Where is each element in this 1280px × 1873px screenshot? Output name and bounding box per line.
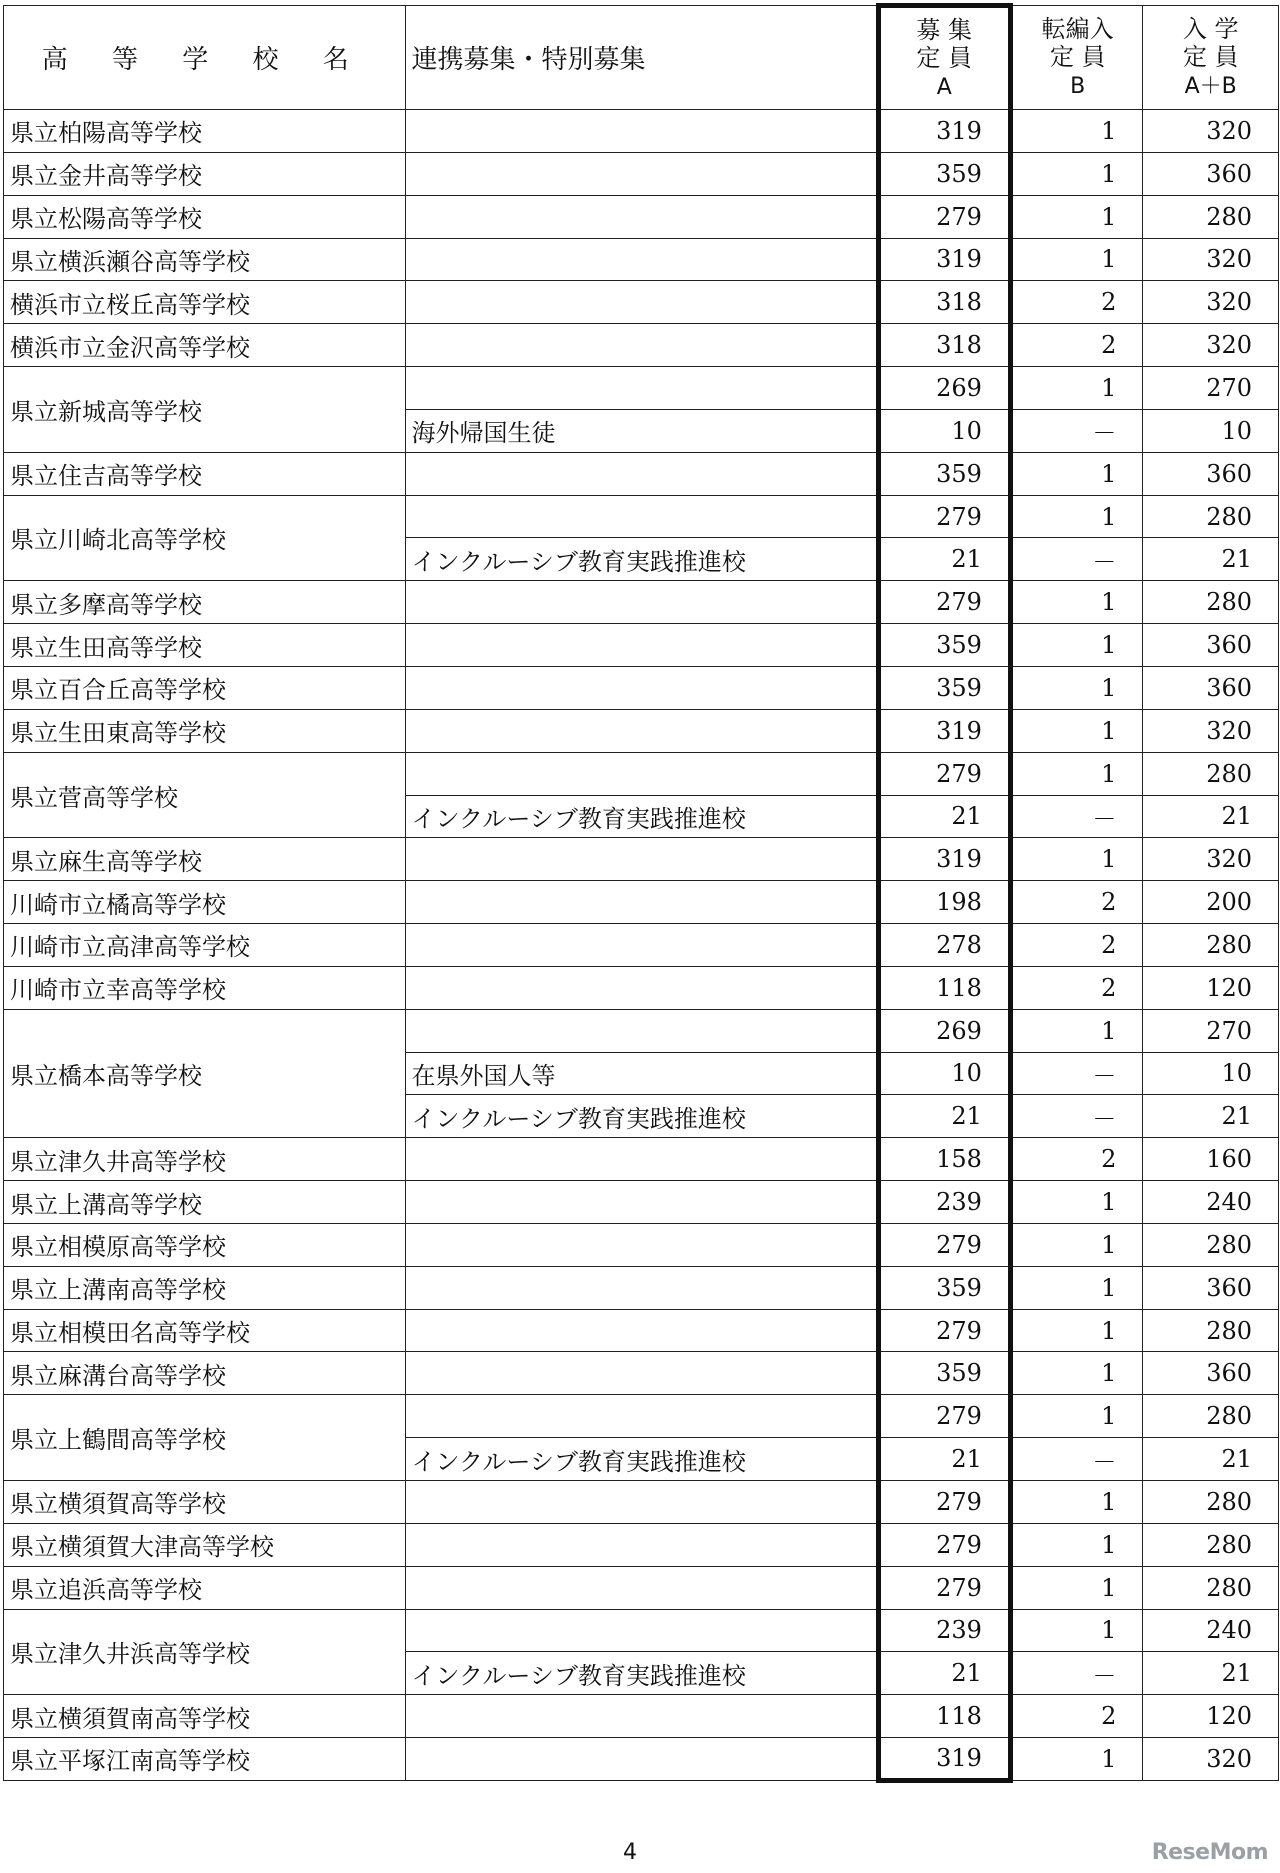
header-admission-capacity bbox=[1143, 6, 1279, 110]
school-name-cell: 県立横須賀高等学校 bbox=[4, 1481, 406, 1524]
transfer-capacity-cell: － bbox=[1010, 795, 1142, 838]
table-row bbox=[4, 752, 1279, 795]
table-header-row bbox=[4, 6, 1279, 110]
admission-capacity-cell: 21 bbox=[1143, 795, 1279, 838]
school-name-cell: 県立津久井高等学校 bbox=[4, 1138, 406, 1181]
recruitment-capacity-cell: 279 bbox=[878, 195, 1010, 238]
table-row bbox=[4, 1352, 1279, 1395]
header-ab-code: A＋B bbox=[1184, 73, 1237, 99]
admission-capacity-cell: 320 bbox=[1143, 709, 1279, 752]
school-name-cell: 横浜市立金沢高等学校 bbox=[4, 324, 406, 367]
transfer-capacity-cell: 1 bbox=[1010, 1481, 1142, 1524]
admission-capacity-cell: 360 bbox=[1143, 1266, 1279, 1309]
table-row bbox=[4, 1181, 1279, 1224]
header-recruitment-capacity bbox=[878, 6, 1010, 110]
recruitment-capacity-cell: 21 bbox=[878, 1095, 1010, 1138]
admission-capacity-cell: 270 bbox=[1143, 1009, 1279, 1052]
transfer-capacity-cell: 1 bbox=[1010, 1523, 1142, 1566]
transfer-capacity-cell: － bbox=[1010, 1052, 1142, 1095]
enrollment-capacity-table bbox=[3, 3, 1279, 1783]
transfer-capacity-cell: 1 bbox=[1010, 1181, 1142, 1224]
transfer-capacity-cell: 1 bbox=[1010, 1738, 1142, 1781]
school-name-cell: 川崎市立高津高等学校 bbox=[4, 924, 406, 967]
recruitment-capacity-cell: 21 bbox=[878, 1652, 1010, 1695]
school-name-cell: 県立上溝南高等学校 bbox=[4, 1266, 406, 1309]
school-name-cell: 横浜市立桜丘高等学校 bbox=[4, 281, 406, 324]
table-row bbox=[4, 838, 1279, 881]
transfer-capacity-cell: 1 bbox=[1010, 1223, 1142, 1266]
admission-capacity-cell: 280 bbox=[1143, 1566, 1279, 1609]
table-row bbox=[4, 238, 1279, 281]
recruitment-capacity-cell: 269 bbox=[878, 367, 1010, 410]
recruitment-capacity-cell: 198 bbox=[878, 881, 1010, 924]
transfer-capacity-cell: － bbox=[1010, 538, 1142, 581]
school-name-cell: 県立相模田名高等学校 bbox=[4, 1309, 406, 1352]
school-name-cell: 県立川崎北高等学校 bbox=[4, 495, 406, 581]
recruitment-capacity-cell: 318 bbox=[878, 324, 1010, 367]
header-school-name: 高 等 学 校 名 bbox=[4, 6, 406, 110]
recruitment-capacity-cell: 279 bbox=[878, 1223, 1010, 1266]
special-recruitment-cell bbox=[405, 624, 878, 667]
transfer-capacity-cell: 2 bbox=[1010, 324, 1142, 367]
special-recruitment-cell: 在県外国人等 bbox=[405, 1052, 878, 1095]
transfer-capacity-cell: 1 bbox=[1010, 624, 1142, 667]
special-recruitment-cell bbox=[405, 1609, 878, 1652]
special-recruitment-cell bbox=[405, 495, 878, 538]
admission-capacity-cell: 21 bbox=[1143, 1095, 1279, 1138]
special-recruitment-cell: インクルーシブ教育実践推進校 bbox=[405, 795, 878, 838]
special-recruitment-cell bbox=[405, 581, 878, 624]
special-recruitment-cell bbox=[405, 1266, 878, 1309]
transfer-capacity-cell: 2 bbox=[1010, 281, 1142, 324]
special-recruitment-cell bbox=[405, 1395, 878, 1438]
transfer-capacity-cell: － bbox=[1010, 1095, 1142, 1138]
table-row bbox=[4, 1309, 1279, 1352]
table-row bbox=[4, 195, 1279, 238]
transfer-capacity-cell: 1 bbox=[1010, 838, 1142, 881]
admission-capacity-cell: 320 bbox=[1143, 1738, 1279, 1781]
table-body bbox=[4, 110, 1279, 1781]
admission-capacity-cell: 240 bbox=[1143, 1181, 1279, 1224]
transfer-capacity-cell: 1 bbox=[1010, 752, 1142, 795]
header-a-code: A bbox=[936, 74, 952, 100]
recruitment-capacity-cell: 359 bbox=[878, 1352, 1010, 1395]
resemom-watermark: ReseMom bbox=[1151, 1840, 1268, 1865]
transfer-capacity-cell: 2 bbox=[1010, 966, 1142, 1009]
special-recruitment-cell: インクルーシブ教育実践推進校 bbox=[405, 1652, 878, 1695]
transfer-capacity-cell: 1 bbox=[1010, 1352, 1142, 1395]
table-row bbox=[4, 666, 1279, 709]
admission-capacity-cell: 240 bbox=[1143, 1609, 1279, 1652]
table-row bbox=[4, 1138, 1279, 1181]
header-transfer-capacity bbox=[1010, 6, 1142, 110]
header-b-line2: 定 員 bbox=[1049, 42, 1106, 71]
header-b-code: B bbox=[1070, 73, 1086, 99]
recruitment-capacity-cell: 319 bbox=[878, 838, 1010, 881]
recruitment-capacity-cell: 279 bbox=[878, 495, 1010, 538]
recruitment-capacity-cell: 319 bbox=[878, 110, 1010, 153]
special-recruitment-cell: インクルーシブ教育実践推進校 bbox=[405, 1095, 878, 1138]
table-row bbox=[4, 495, 1279, 538]
table-row bbox=[4, 624, 1279, 667]
admission-capacity-cell: 120 bbox=[1143, 1695, 1279, 1738]
school-name-cell: 川崎市立幸高等学校 bbox=[4, 966, 406, 1009]
admission-capacity-cell: 280 bbox=[1143, 495, 1279, 538]
transfer-capacity-cell: 1 bbox=[1010, 238, 1142, 281]
special-recruitment-cell bbox=[405, 709, 878, 752]
admission-capacity-cell: 360 bbox=[1143, 1352, 1279, 1395]
special-recruitment-cell bbox=[405, 1223, 878, 1266]
recruitment-capacity-cell: 158 bbox=[878, 1138, 1010, 1181]
special-recruitment-cell: インクルーシブ教育実践推進校 bbox=[405, 538, 878, 581]
recruitment-capacity-cell: 359 bbox=[878, 1266, 1010, 1309]
recruitment-capacity-cell: 10 bbox=[878, 409, 1010, 452]
transfer-capacity-cell: 1 bbox=[1010, 666, 1142, 709]
page-number: 4 bbox=[623, 1840, 637, 1865]
recruitment-capacity-cell: 21 bbox=[878, 1438, 1010, 1481]
table-row bbox=[4, 1009, 1279, 1052]
admission-capacity-cell: 280 bbox=[1143, 1309, 1279, 1352]
special-recruitment-cell bbox=[405, 1009, 878, 1052]
admission-capacity-cell: 360 bbox=[1143, 624, 1279, 667]
school-name-cell: 県立橋本高等学校 bbox=[4, 1009, 406, 1138]
special-recruitment-cell bbox=[405, 881, 878, 924]
admission-capacity-cell: 280 bbox=[1143, 581, 1279, 624]
admission-capacity-cell: 280 bbox=[1143, 1481, 1279, 1524]
table-row bbox=[4, 1223, 1279, 1266]
special-recruitment-cell bbox=[405, 1309, 878, 1352]
header-special-recruitment: 連携募集・特別募集 bbox=[405, 6, 878, 110]
transfer-capacity-cell: 1 bbox=[1010, 495, 1142, 538]
recruitment-capacity-cell: 279 bbox=[878, 752, 1010, 795]
transfer-capacity-cell: 1 bbox=[1010, 1566, 1142, 1609]
transfer-capacity-cell: 1 bbox=[1010, 367, 1142, 410]
header-ab-line1: 入 学 bbox=[1182, 14, 1239, 43]
school-name-cell: 県立麻溝台高等学校 bbox=[4, 1352, 406, 1395]
special-recruitment-cell bbox=[405, 1138, 878, 1181]
recruitment-capacity-cell: 359 bbox=[878, 666, 1010, 709]
table-row bbox=[4, 709, 1279, 752]
recruitment-capacity-cell: 279 bbox=[878, 1481, 1010, 1524]
recruitment-capacity-cell: 359 bbox=[878, 624, 1010, 667]
school-name-cell: 県立柏陽高等学校 bbox=[4, 110, 406, 153]
table-row bbox=[4, 1695, 1279, 1738]
recruitment-capacity-cell: 279 bbox=[878, 581, 1010, 624]
special-recruitment-cell bbox=[405, 1566, 878, 1609]
recruitment-capacity-cell: 359 bbox=[878, 152, 1010, 195]
recruitment-capacity-cell: 118 bbox=[878, 966, 1010, 1009]
recruitment-capacity-cell: 239 bbox=[878, 1181, 1010, 1224]
school-name-cell: 県立相模原高等学校 bbox=[4, 1223, 406, 1266]
school-name-cell: 県立生田東高等学校 bbox=[4, 709, 406, 752]
school-name-cell: 県立横須賀南高等学校 bbox=[4, 1695, 406, 1738]
admission-capacity-cell: 200 bbox=[1143, 881, 1279, 924]
special-recruitment-cell bbox=[405, 152, 878, 195]
admission-capacity-cell: 280 bbox=[1143, 924, 1279, 967]
recruitment-capacity-cell: 359 bbox=[878, 452, 1010, 495]
recruitment-capacity-cell: 319 bbox=[878, 1738, 1010, 1781]
table-row bbox=[4, 324, 1279, 367]
table-row bbox=[4, 1395, 1279, 1438]
school-name-cell: 県立麻生高等学校 bbox=[4, 838, 406, 881]
school-name-cell: 県立新城高等学校 bbox=[4, 367, 406, 453]
special-recruitment-cell bbox=[405, 838, 878, 881]
recruitment-capacity-cell: 279 bbox=[878, 1523, 1010, 1566]
school-name-cell: 県立住吉高等学校 bbox=[4, 452, 406, 495]
admission-capacity-cell: 320 bbox=[1143, 281, 1279, 324]
special-recruitment-cell bbox=[405, 1523, 878, 1566]
recruitment-capacity-cell: 10 bbox=[878, 1052, 1010, 1095]
admission-capacity-cell: 160 bbox=[1143, 1138, 1279, 1181]
transfer-capacity-cell: 1 bbox=[1010, 1609, 1142, 1652]
recruitment-capacity-cell: 118 bbox=[878, 1695, 1010, 1738]
transfer-capacity-cell: 1 bbox=[1010, 1395, 1142, 1438]
admission-capacity-cell: 360 bbox=[1143, 666, 1279, 709]
school-name-cell: 県立横須賀大津高等学校 bbox=[4, 1523, 406, 1566]
table-row bbox=[4, 110, 1279, 153]
admission-capacity-cell: 320 bbox=[1143, 324, 1279, 367]
transfer-capacity-cell: 2 bbox=[1010, 881, 1142, 924]
special-recruitment-cell bbox=[405, 1738, 878, 1781]
school-name-cell: 県立金井高等学校 bbox=[4, 152, 406, 195]
recruitment-capacity-cell: 21 bbox=[878, 538, 1010, 581]
transfer-capacity-cell: 1 bbox=[1010, 709, 1142, 752]
header-b-line1: 転編入 bbox=[1041, 14, 1114, 43]
recruitment-capacity-cell: 269 bbox=[878, 1009, 1010, 1052]
admission-capacity-cell: 280 bbox=[1143, 195, 1279, 238]
table-row bbox=[4, 924, 1279, 967]
admission-capacity-cell: 320 bbox=[1143, 238, 1279, 281]
special-recruitment-cell bbox=[405, 238, 878, 281]
school-name-cell: 県立追浜高等学校 bbox=[4, 1566, 406, 1609]
school-name-cell: 県立菅高等学校 bbox=[4, 752, 406, 838]
admission-capacity-cell: 270 bbox=[1143, 367, 1279, 410]
table-row bbox=[4, 966, 1279, 1009]
school-name-cell: 県立横浜瀬谷高等学校 bbox=[4, 238, 406, 281]
school-name-cell: 県立上溝高等学校 bbox=[4, 1181, 406, 1224]
school-name-cell: 県立松陽高等学校 bbox=[4, 195, 406, 238]
header-a-line1: 募 集 bbox=[916, 15, 973, 44]
recruitment-capacity-cell: 279 bbox=[878, 1309, 1010, 1352]
special-recruitment-cell bbox=[405, 324, 878, 367]
special-recruitment-cell bbox=[405, 966, 878, 1009]
special-recruitment-cell bbox=[405, 1481, 878, 1524]
table-row bbox=[4, 1738, 1279, 1781]
transfer-capacity-cell: 1 bbox=[1010, 452, 1142, 495]
special-recruitment-cell bbox=[405, 1695, 878, 1738]
recruitment-capacity-cell: 318 bbox=[878, 281, 1010, 324]
school-name-cell: 川崎市立橘高等学校 bbox=[4, 881, 406, 924]
special-recruitment-cell bbox=[405, 666, 878, 709]
admission-capacity-cell: 320 bbox=[1143, 110, 1279, 153]
admission-capacity-cell: 280 bbox=[1143, 1395, 1279, 1438]
table-row bbox=[4, 452, 1279, 495]
special-recruitment-cell bbox=[405, 367, 878, 410]
table-row bbox=[4, 281, 1279, 324]
recruitment-capacity-cell: 278 bbox=[878, 924, 1010, 967]
school-name-cell: 県立平塚江南高等学校 bbox=[4, 1738, 406, 1781]
admission-capacity-cell: 280 bbox=[1143, 1523, 1279, 1566]
special-recruitment-cell bbox=[405, 752, 878, 795]
transfer-capacity-cell: 1 bbox=[1010, 195, 1142, 238]
transfer-capacity-cell: 2 bbox=[1010, 1138, 1142, 1181]
table-row bbox=[4, 881, 1279, 924]
recruitment-capacity-cell: 279 bbox=[878, 1395, 1010, 1438]
table-row bbox=[4, 367, 1279, 410]
special-recruitment-cell bbox=[405, 1181, 878, 1224]
table-row bbox=[4, 1523, 1279, 1566]
transfer-capacity-cell: 2 bbox=[1010, 924, 1142, 967]
table-row bbox=[4, 1566, 1279, 1609]
recruitment-capacity-cell: 279 bbox=[878, 1566, 1010, 1609]
admission-capacity-cell: 360 bbox=[1143, 152, 1279, 195]
transfer-capacity-cell: 1 bbox=[1010, 110, 1142, 153]
special-recruitment-cell bbox=[405, 195, 878, 238]
recruitment-capacity-cell: 319 bbox=[878, 709, 1010, 752]
header-ab-line2: 定 員 bbox=[1182, 42, 1239, 71]
transfer-capacity-cell: 1 bbox=[1010, 1309, 1142, 1352]
header-a-line2: 定 員 bbox=[916, 43, 973, 72]
admission-capacity-cell: 21 bbox=[1143, 1652, 1279, 1695]
school-name-cell: 県立生田高等学校 bbox=[4, 624, 406, 667]
special-recruitment-cell bbox=[405, 1352, 878, 1395]
table-row bbox=[4, 1609, 1279, 1652]
table-row bbox=[4, 1266, 1279, 1309]
transfer-capacity-cell: － bbox=[1010, 1438, 1142, 1481]
special-recruitment-cell bbox=[405, 924, 878, 967]
table-row bbox=[4, 1481, 1279, 1524]
admission-capacity-cell: 10 bbox=[1143, 1052, 1279, 1095]
special-recruitment-cell bbox=[405, 281, 878, 324]
admission-capacity-cell: 280 bbox=[1143, 1223, 1279, 1266]
table-row bbox=[4, 152, 1279, 195]
admission-capacity-cell: 10 bbox=[1143, 409, 1279, 452]
admission-capacity-cell: 320 bbox=[1143, 838, 1279, 881]
transfer-capacity-cell: － bbox=[1010, 409, 1142, 452]
school-name-cell: 県立百合丘高等学校 bbox=[4, 666, 406, 709]
admission-capacity-cell: 21 bbox=[1143, 1438, 1279, 1481]
transfer-capacity-cell: 2 bbox=[1010, 1695, 1142, 1738]
special-recruitment-cell bbox=[405, 452, 878, 495]
special-recruitment-cell: 海外帰国生徒 bbox=[405, 409, 878, 452]
school-name-cell: 県立多摩高等学校 bbox=[4, 581, 406, 624]
recruitment-capacity-cell: 21 bbox=[878, 795, 1010, 838]
admission-capacity-cell: 360 bbox=[1143, 452, 1279, 495]
transfer-capacity-cell: 1 bbox=[1010, 1009, 1142, 1052]
recruitment-capacity-cell: 319 bbox=[878, 238, 1010, 281]
admission-capacity-cell: 21 bbox=[1143, 538, 1279, 581]
transfer-capacity-cell: 1 bbox=[1010, 1266, 1142, 1309]
special-recruitment-cell bbox=[405, 110, 878, 153]
school-name-cell: 県立上鶴間高等学校 bbox=[4, 1395, 406, 1481]
transfer-capacity-cell: 1 bbox=[1010, 152, 1142, 195]
admission-capacity-cell: 280 bbox=[1143, 752, 1279, 795]
table-row bbox=[4, 581, 1279, 624]
recruitment-capacity-cell: 239 bbox=[878, 1609, 1010, 1652]
transfer-capacity-cell: － bbox=[1010, 1652, 1142, 1695]
special-recruitment-cell: インクルーシブ教育実践推進校 bbox=[405, 1438, 878, 1481]
school-name-cell: 県立津久井浜高等学校 bbox=[4, 1609, 406, 1695]
transfer-capacity-cell: 1 bbox=[1010, 581, 1142, 624]
admission-capacity-cell: 120 bbox=[1143, 966, 1279, 1009]
